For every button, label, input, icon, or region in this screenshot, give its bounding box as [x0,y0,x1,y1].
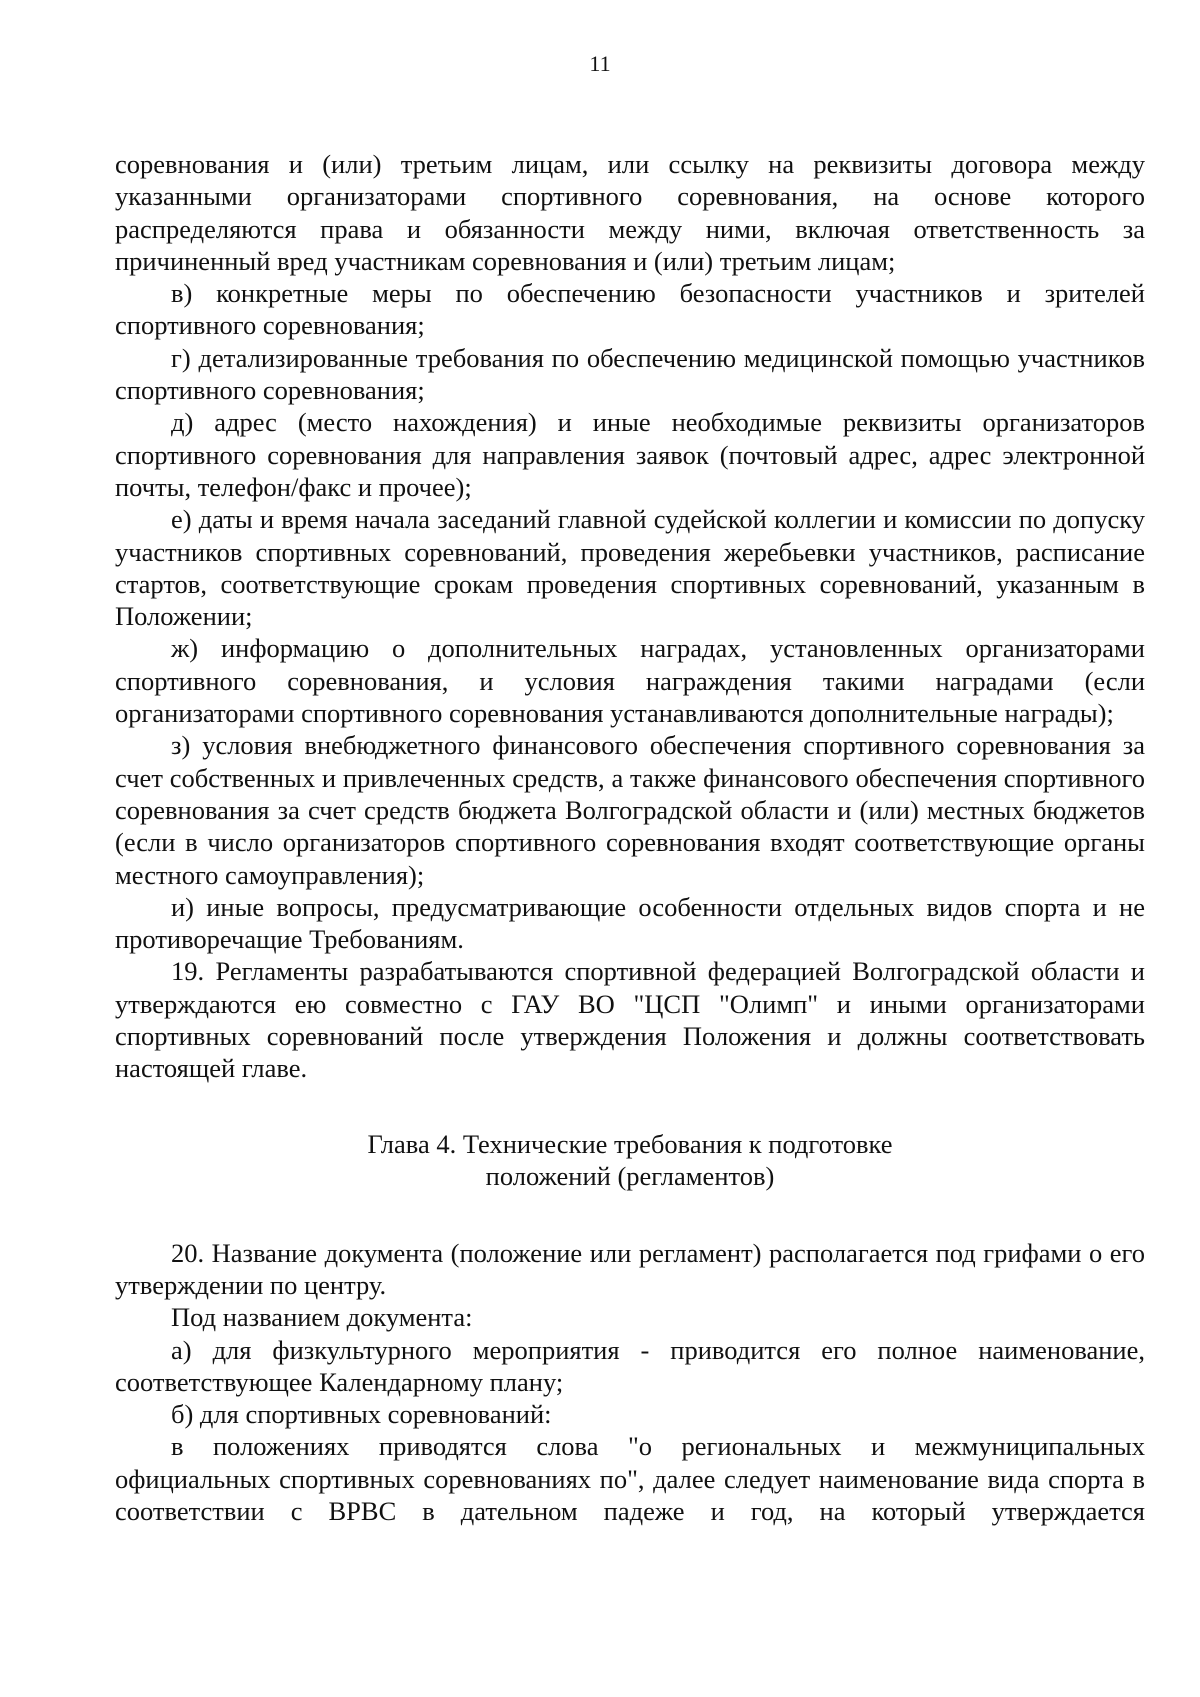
page-number: 11 [589,51,611,76]
document-body [115,148,1145,1527]
list-item-a: а) для физкультурного мероприятия - приводится его полное наименование, соответствующее Календарному плану; [115,1334,1145,1397]
list-item-i: и) иные вопросы, предусматривающие особенности отдельных видов спорта и не противоречащие Требованиям. [115,891,1145,955]
paragraph-continuation: соревнования и (или) третьим лицам, или ссылку на реквизиты договора между указанными организаторами спортивного соревнования, на основе которого распределяются права и обязанности между ними, включая ответственность за причиненный вред участникам соревнования и (или) третьим лицам; [115,149,1145,276]
chapter-heading-line-2: положений (регламентов) [485,1160,775,1191]
list-item-g: г) детализированные требования по обеспечению медицинской помощью участников спортивного соревнования; [115,342,1145,406]
clause-20: 20. Название документа (положение или регламент) располагается под грифами о его утверждении по центру. [115,1237,1145,1300]
clause-19: 19. Регламенты разрабатываются спортивной федерацией Волгоградской области и утверждаются ею совместно с ГАУ ВО "ЦСП "Олимп" и иными организаторами спортивных соревнований после утверждения Положения и должны соответствовать настоящей главе. [115,956,1145,1084]
paragraph-under-title: Под названием документа: [171,1302,473,1333]
paragraph-in-regulations: в положениях приводятся слова "о региональных и межмуниципальных официальных спортивных соревнованиях по", далее следует наименование вида спорта в соответствии с ВРВС в дательном падеже и год, на который утверждается [115,1431,1145,1526]
list-item-v: в) конкретные меры по обеспечению безопасности участников и зрителей спортивного соревнования; [115,278,1145,341]
chapter-heading-line-1: Глава 4. Технические требования к подготовке [367,1128,893,1159]
list-item-d: д) адрес (место нахождения) и иные необходимые реквизиты организаторов спортивного соревнования для направления заявок (почтовый адрес, адрес электронной почты, телефон/факс и прочее); [115,407,1145,502]
chapter-heading [115,1128,1145,1192]
list-item-z: з) условия внебюджетного финансового обеспечения спортивного соревнования за счет собственных и привлеченных средств, а также финансового обеспечения спортивного соревнования за счет средств бюджета Волгоградской области и (или) местных бюджетов (если в число организаторов спортивного соревнования входят соответствующие органы местного самоуправления); [115,730,1145,890]
list-item-b: б) для спортивных соревнований: [171,1399,552,1430]
list-item-e: е) даты и время начала заседаний главной судейской коллегии и комиссии по допуску участников спортивных соревнований, проведения жеребьевки участников, расписание стартов, соответствующие срокам проведения спортивных соревнований, указанным в Положении; [115,504,1145,632]
list-item-zh: ж) информацию о дополнительных наградах, установленных организаторами спортивного соревнования, и условия награждения такими наградами (если организаторами спортивного соревнования устанавливаются дополнительные награды); [115,633,1145,729]
